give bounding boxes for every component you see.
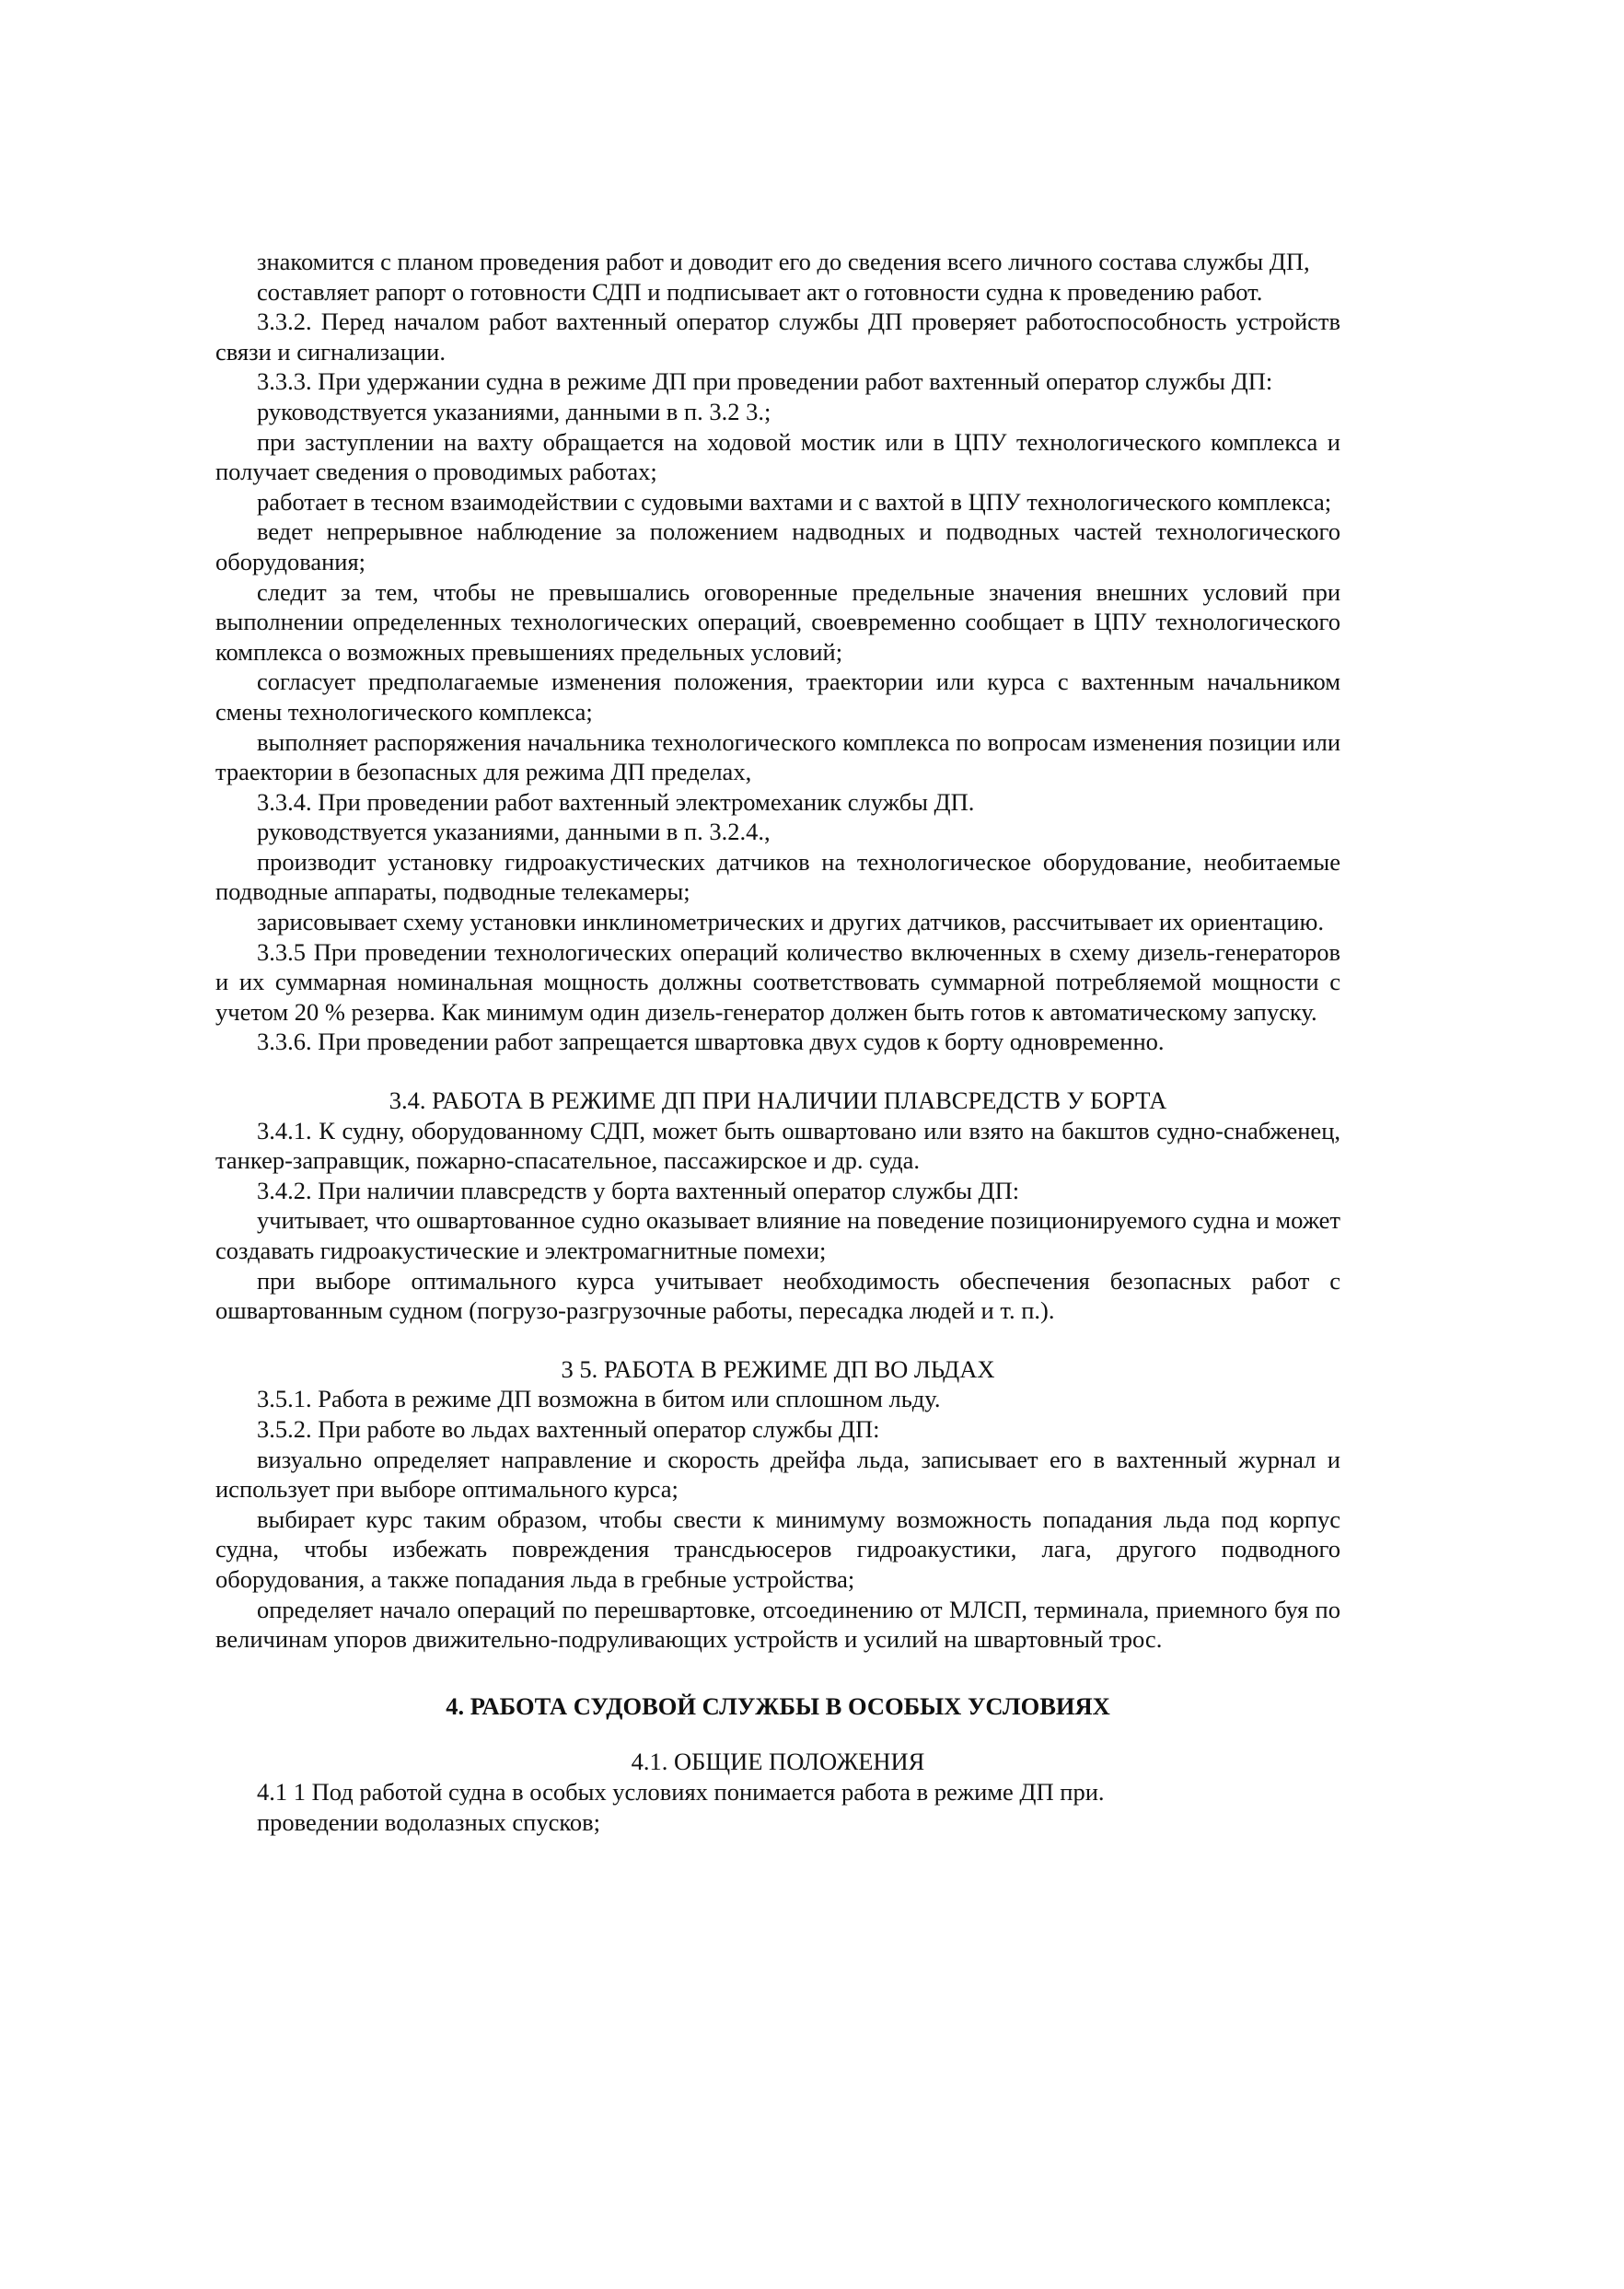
paragraph: 3.3.5 При проведении технологических операций количество включенных в схему дизель-генераторов и их суммарная номинальная мощность должны соответствовать суммарной потребляемой мощности с учетом 20 % резерва. Как минимум один дизель-генератор должен быть готов к автоматическому запуску. <box>215 937 1340 1026</box>
paragraph: руководствуется указаниями, данными в п. 3.2.4., <box>257 818 771 846</box>
document-page <box>215 247 1340 1837</box>
paragraph: руководствуется указаниями, данными в п. 3.2 3.; <box>257 397 771 425</box>
paragraph: 3.3.6. При проведении работ запрещается швартовка двух судов к борту одновременно. <box>257 1028 1165 1056</box>
paragraph: выполняет распоряжения начальника технологического комплекса по вопросам изменения позиции или траектории в безопасных для режима ДП пределах, <box>215 727 1340 786</box>
paragraph: работает в тесном взаимодействии с судовыми вахтами и с вахтой в ЦПУ технологического комплекса; <box>257 487 1332 516</box>
paragraph: 3.5.1. Работа в режиме ДП возможна в битом или сплошном льду. <box>257 1385 941 1413</box>
paragraph: 3.3.4. При проведении работ вахтенный электромеханик службы ДП. <box>257 787 975 816</box>
chapter-heading-4: 4. РАБОТА СУДОВОЙ СЛУЖБЫ В ОСОБЫХ УСЛОВИЯХ <box>446 1691 1110 1720</box>
paragraph: знакомится с планом проведения работ и доводит его до сведения всего личного состава службы ДП, <box>257 248 1310 275</box>
paragraph: 3.3.3. При удержании судна в режиме ДП при проведении работ вахтенный оператор службы ДП: <box>257 367 1273 396</box>
paragraph: определяет начало операций по перешвартовке, отсоединению от МЛСП, терминала, приемного буя по величинам упоров движительно-подруливающих устройств и усилий на швартовный трос. <box>215 1595 1340 1654</box>
section-heading-4-1: 4.1. ОБЩИЕ ПОЛОЖЕНИЯ <box>631 1748 925 1776</box>
paragraph: учитывает, что ошвартованное судно оказывает влияние на поведение позиционируемого судна и может создавать гидроакустические и электромагнитные помехи; <box>215 1206 1341 1264</box>
paragraph: ведет непрерывное наблюдение за положением надводных и подводных частей технологического оборудования; <box>215 517 1340 575</box>
paragraph: 3.3.2. Перед началом работ вахтенный оператор службы ДП проверяет работоспособность устройств связи и сигнализации. <box>215 308 1340 366</box>
paragraph: визуально определяет направление и скорость дрейфа льда, записывает его в вахтенный журнал и использует при выборе оптимального курса; <box>215 1445 1340 1504</box>
paragraph: 3.5.2. При работе во льдах вахтенный оператор службы ДП: <box>257 1414 880 1443</box>
section-heading-3-4: 3.4. РАБОТА В РЕЖИМЕ ДП ПРИ НАЛИЧИИ ПЛАВСРЕДСТВ У БОРТА <box>389 1086 1167 1115</box>
paragraph: 4.1 1 Под работой судна в особых условиях понимается работа в режиме ДП при. <box>257 1777 1105 1806</box>
paragraph: составляет рапорт о готовности СДП и подписывает акт о готовности судна к проведению работ. <box>257 277 1263 306</box>
paragraph: при выборе оптимального курса учитывает необходимость обеспечения безопасных работ с ошвартованным судном (погрузо-разгрузочные работы, пересадка людей и т. п.). <box>215 1266 1340 1325</box>
section-heading-3-5: 3 5. РАБОТА В РЕЖИМЕ ДП ВО ЛЬДАХ <box>561 1354 995 1383</box>
paragraph: выбирает курс таким образом, чтобы свести к минимуму возможность попадания льда под корпус судна, чтобы избежать повреждения трансдьюсеров гидроакустики, лага, другого подводного оборудования, а также попадания льда в гребные устройства; <box>215 1505 1340 1593</box>
paragraph: зарисовывает схему установки инклинометрических и других датчиков, рассчитывает их ориентацию. <box>257 908 1324 936</box>
paragraph: согласует предполагаемые изменения положения, траектории или курса с вахтенным начальником смены технологического комплекса; <box>215 668 1340 726</box>
paragraph: следит за тем, чтобы не превышались оговоренные предельные значения внешних условий при выполнении определенных технологических операций, своевременно сообщает в ЦПУ технологического комплекса о возможных превышениях предельных условий; <box>215 577 1340 666</box>
paragraph: проведении водолазных спусков; <box>257 1807 600 1836</box>
paragraph: при заступлении на вахту обращается на ходовой мостик или в ЦПУ технологического комплекса и получает сведения о проводимых работах; <box>215 427 1340 486</box>
paragraph: 3.4.1. К судну, оборудованному СДП, может быть ошвартовано или взято на бакштов судно-снабженец, танкер-заправщик, пожарно-спасательное, пассажирское и др. суда. <box>215 1116 1340 1175</box>
paragraph: производит установку гидроакустических датчиков на технологическое оборудование, необитаемые подводные аппараты, подводные телекамеры; <box>215 847 1340 906</box>
paragraph: 3.4.2. При наличии плавсредств у борта вахтенный оператор службы ДП: <box>257 1176 1020 1204</box>
